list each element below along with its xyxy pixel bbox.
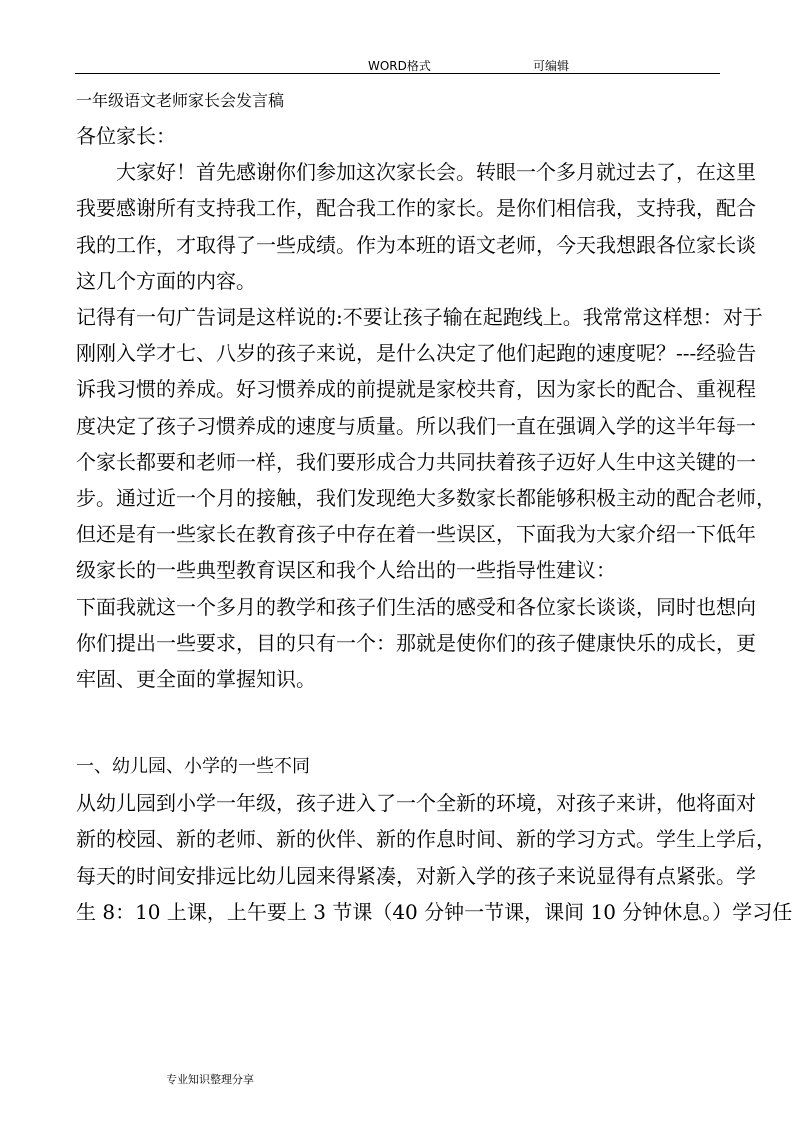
paragraph-line: 度决定了孩子习惯养成的速度与质量。所以我们一直在强调入学的这半年每一 [76,413,756,438]
section-heading: 一、幼儿园、小学的一些不同 [76,756,310,778]
paragraph-line: 牢固、更全面的掌握知识。 [76,667,316,692]
paragraph-line: 记得有一句广告词是这样说的:不要让孩子输在起跑线上。我常常这样想：对于 [76,305,763,330]
header-divider [75,73,720,74]
paragraph-greeting [76,154,756,299]
paragraph-line: 每天的时间安排远比幼儿园来得紧凑，对新入学的孩子来说显得有点紧张。学 [76,863,756,888]
paragraph-line: 我的工作，才取得了一些成绩。作为本班的语文老师，今天我想跟各位家长谈 [76,232,756,257]
paragraph-line: 但还是有一些家长在教育孩子中存在着一些误区，下面我为大家介绍一下低年 [76,522,756,547]
paragraph-line: 大家好！首先感谢你们参加这次家长会。转眼一个多月就过去了，在这里 [116,160,756,185]
footer-text: 专业知识整理分享 [166,1073,254,1086]
paragraph-line: 新的校园、新的老师、新的伙伴、新的作息时间、新的学习方式。学生上学后， [76,827,776,852]
paragraph-line: 刚刚入学才七、八岁的孩子来说，是什么决定了他们起跑的速度呢？---经验告 [76,341,757,366]
paragraph-differences [76,785,793,930]
paragraph-line: 生 8：10 上课，上午要上 3 节课（40 分钟一节课，课间 10 分钟休息。）学习任 [76,899,793,924]
header-editable-label: 可编辑 [533,59,570,73]
paragraph-line: 你们提出一些要求，目的只有一个：那就是使你们的孩子健康快乐的成长，更 [76,630,756,655]
paragraph-line: 级家长的一些典型教育误区和我个人给出的一些指导性建议： [76,558,616,583]
salutation: 各位家长： [76,124,176,148]
header-format-label: WORD格式 [368,59,431,73]
paragraph-requirements [76,589,756,698]
paragraph-line: 步。通过近一个月的接触，我们发现绝大多数家长都能够积极主动的配合老师， [76,486,776,511]
paragraph-line: 这几个方面的内容。 [76,268,256,293]
paragraph-line: 个家长都要和老师一样，我们要形成合力共同扶着孩子迈好人生中这关键的一 [76,449,756,474]
paragraph-line: 从幼儿园到小学一年级，孩子进入了一个全新的环境，对孩子来讲，他将面对 [76,791,756,816]
paragraph-line: 下面我就这一个多月的教学和孩子们生活的感受和各位家长谈谈，同时也想向 [76,594,756,619]
document-title: 一年级语文老师家长会发言稿 [76,91,285,110]
paragraph-habits [76,299,776,589]
document-body [76,84,793,930]
paragraph-line: 我要感谢所有支持我工作，配合我工作的家长。是你们相信我，支持我，配合 [76,196,756,221]
paragraph-line: 诉我习惯的养成。好习惯养成的前提就是家校共育，因为家长的配合、重视程 [76,377,756,402]
paragraph-spacer [76,697,721,749]
